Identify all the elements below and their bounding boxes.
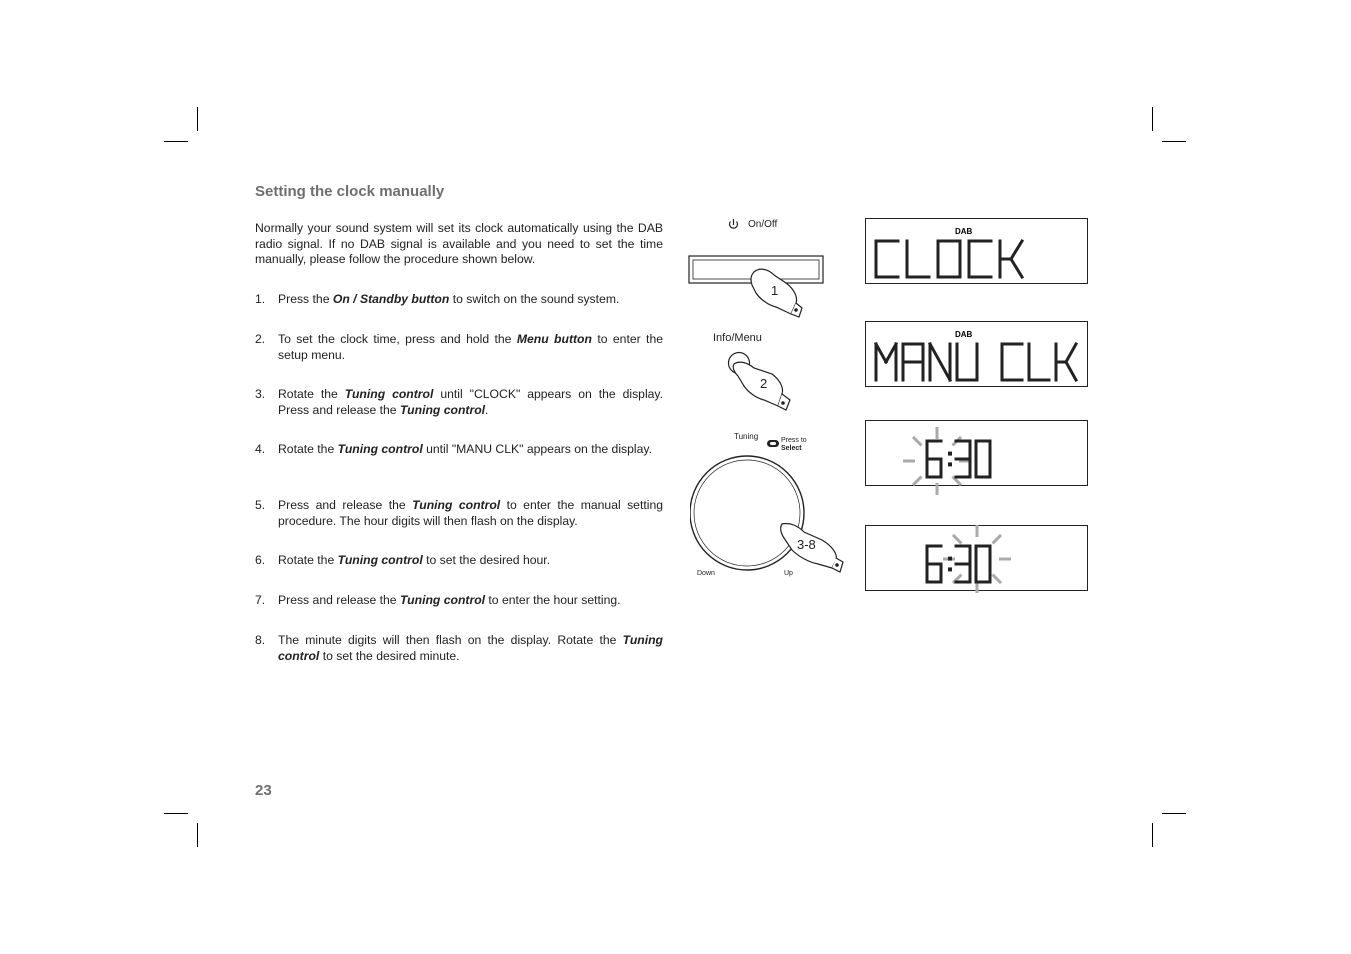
tuning-knob-drawing bbox=[690, 428, 850, 583]
down-label: Down bbox=[697, 570, 715, 577]
crop-mark bbox=[1152, 823, 1153, 847]
control-name: Tuning control bbox=[412, 498, 501, 512]
on-off-illustration bbox=[688, 215, 838, 320]
step-text bbox=[278, 553, 663, 569]
step-text-part: to set the desired minute. bbox=[319, 648, 460, 663]
page-number: 23 bbox=[255, 782, 272, 799]
tuning-label: Tuning bbox=[734, 432, 759, 441]
step-text bbox=[278, 332, 663, 363]
lcd-text bbox=[876, 344, 1076, 380]
step-number: 4. bbox=[255, 442, 266, 456]
step-item bbox=[255, 593, 663, 609]
control-name: Tuning control bbox=[344, 387, 434, 401]
power-button-drawing bbox=[688, 215, 838, 320]
step-item bbox=[255, 442, 663, 458]
select-label: Select bbox=[781, 445, 802, 452]
on-off-label: On/Off bbox=[748, 219, 778, 230]
step-text-part: until "CLOCK" appears on the display. Press and release the bbox=[278, 387, 664, 417]
control-name: Tuning control bbox=[278, 633, 663, 663]
step-text bbox=[278, 442, 663, 458]
step-text-part: to switch on the sound system. bbox=[449, 292, 620, 306]
crop-mark bbox=[197, 107, 198, 131]
step-text-part: until "MANU CLK" appears on the display. bbox=[422, 442, 652, 456]
power-icon bbox=[730, 219, 738, 228]
control-name: Tuning control bbox=[399, 402, 486, 417]
lcd-display-minute-flash bbox=[865, 525, 1088, 591]
info-menu-illustration bbox=[710, 330, 810, 415]
step-item bbox=[255, 553, 663, 569]
lcd-display-hour-flash bbox=[865, 420, 1088, 486]
dab-indicator: DAB bbox=[955, 330, 973, 339]
step-badge: 3-8 bbox=[797, 537, 816, 552]
step-text-part: Press the bbox=[278, 292, 333, 306]
step-number: 2. bbox=[255, 332, 266, 346]
step-text bbox=[278, 387, 663, 418]
lcd-text bbox=[876, 241, 1022, 277]
crop-mark bbox=[164, 813, 188, 814]
step-text-part: to enter the hour setting. bbox=[485, 593, 621, 607]
step-item bbox=[255, 332, 663, 363]
step-text-part: to enter the manual setting procedure. The hour digits will then flash on the display. bbox=[278, 498, 664, 528]
step-text-part: Rotate the bbox=[278, 442, 338, 456]
step-text-part: . bbox=[485, 402, 489, 417]
control-name: On / Standby button bbox=[332, 292, 450, 306]
crop-mark bbox=[164, 141, 188, 142]
step-text-part: to enter the setup menu. bbox=[278, 332, 663, 362]
lcd-display-clock bbox=[865, 218, 1088, 284]
control-name: Tuning control bbox=[399, 593, 486, 607]
step-text-part: To set the clock time, press and hold the bbox=[278, 332, 517, 346]
step-badge: 1 bbox=[771, 283, 779, 298]
dab-indicator: DAB bbox=[955, 227, 973, 236]
info-menu-label: Info/Menu bbox=[713, 332, 762, 344]
step-item bbox=[255, 633, 663, 664]
flash-rays-icon bbox=[903, 427, 971, 495]
lcd-display-manu-clk bbox=[865, 321, 1088, 387]
step-number: 8. bbox=[255, 633, 266, 647]
step-number: 3. bbox=[255, 387, 266, 401]
step-item bbox=[255, 292, 663, 308]
step-text-part: Rotate the bbox=[278, 387, 345, 401]
step-text-part: to set the desired hour. bbox=[422, 553, 551, 567]
step-text-part: Press and release the bbox=[278, 593, 400, 607]
intro-paragraph: Normally your sound system will set its clock automatically using the DAB radio signal. If no DAB signal is available and you need to set the time manually, please follow the procedure shown below. bbox=[255, 221, 663, 266]
step-text-part: The minute digits will then flash on the display. Rotate the bbox=[278, 633, 623, 647]
control-name: Tuning control bbox=[337, 442, 423, 456]
section-heading: Setting the clock manually bbox=[255, 183, 445, 200]
step-number: 7. bbox=[255, 593, 266, 607]
step-text bbox=[278, 593, 663, 609]
step-number: 5. bbox=[255, 498, 266, 512]
step-item bbox=[255, 387, 663, 418]
crop-mark bbox=[1162, 141, 1186, 142]
crop-mark bbox=[197, 823, 198, 847]
step-number: 6. bbox=[255, 553, 266, 567]
step-text bbox=[278, 292, 663, 308]
step-item bbox=[255, 498, 663, 529]
step-text bbox=[278, 633, 663, 664]
step-text bbox=[278, 498, 663, 529]
step-text-part: Rotate the bbox=[278, 553, 338, 567]
press-to-label: Press to bbox=[781, 437, 807, 444]
crop-mark bbox=[1162, 813, 1186, 814]
up-label: Up bbox=[784, 570, 793, 577]
control-name: Tuning control bbox=[337, 553, 423, 567]
crop-mark bbox=[1152, 107, 1153, 131]
step-badge: 2 bbox=[760, 376, 768, 391]
control-name: Menu button bbox=[516, 332, 592, 346]
step-text-part: Press and release the bbox=[278, 498, 413, 512]
step-number: 1. bbox=[255, 292, 266, 306]
tuning-illustration bbox=[690, 428, 850, 583]
lcd-text bbox=[927, 441, 990, 477]
